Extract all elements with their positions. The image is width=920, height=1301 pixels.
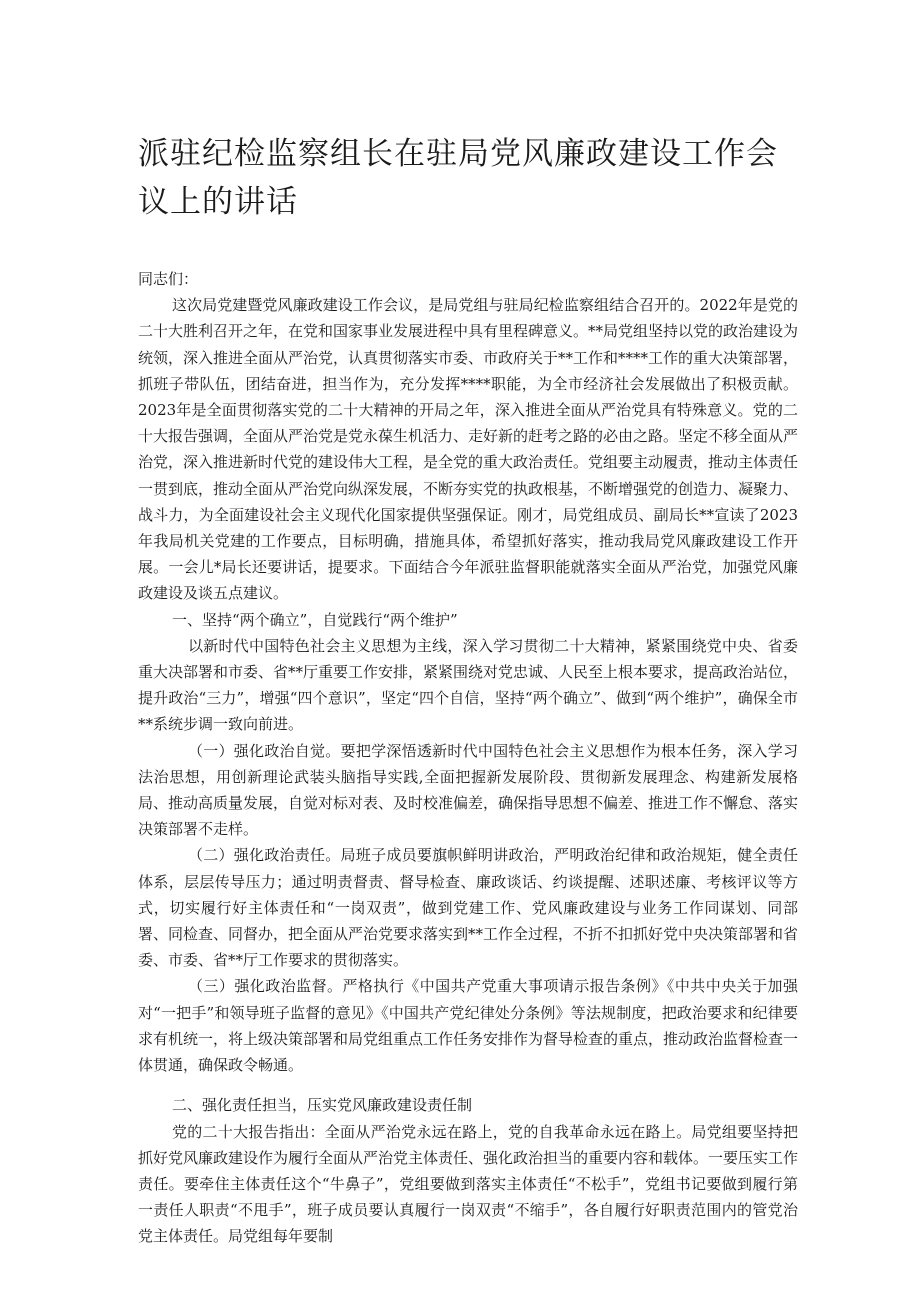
document-title: 派驻纪检监察组长在驻局党风廉政建设工作会议上的讲话 (138, 136, 778, 220)
section-1-item-3: （三）强化政治监督。严格执行《中国共产党重大事项请示报告条例》《中共中央关于加强对“一把手”和领导班子监督的意见》《中国共产党纪律处分条例》等法规制度，把政治要求和纪律要求有机统一，将上级决策部署和局党组重点工作任务安排作为督导检查的重点，推动政治监督检查一体贯通，确保政令畅通。 (138, 977, 799, 1075)
section-1-heading: 一、坚持“两个确立”，自觉践行“两个维护” (172, 610, 458, 629)
intro-paragraph: 这次局党建暨党风廉政建设工作会议，是局党组与驻局纪检监察组结合召开的。2022年是党的二十大胜利召开之年，在党和国家事业发展进程中具有里程碑意义。**局党组坚持以党的政治建设为统领，深入推进全面从严治党，认真贯彻落实市委、市政府关于**工作和****工作的重大决策部署，抓班子带队伍，团结奋进，担当作为，充分发挥****职能，为全市经济社会发展做出了积极贡献。2023年是全面贯彻落实党的二十大精神的开局之年，深入推进全面从严治党具有特殊意义。党的二十大报告强调，全面从严治党是党永葆生机活力、走好新的赶考之路的必由之路。坚定不移全面从严治党，深入推进新时代党的建设伟大工程，是全党的重大政治责任。党组要主动履责，推动主体责任一贯到底，推动全面从严治党向纵深发展，不断夯实党的执政根基，不断增强党的创造力、凝聚力、战斗力，为全面建设社会主义现代化国家提供坚强保证。刚才，局党组成员、副局长**宣读了2023年我局机关党建的工作要点，目标明确，措施具体，希望抓好落实，推动我局党风廉政建设工作开展。一会儿*局长还要讲话，提要求。下面结合今年派驻监督职能就落实全面从严治党，加强党风廉政建设及谈五点建议。 (138, 296, 799, 603)
document-body (138, 266, 798, 1250)
greeting: 同志们： (138, 270, 199, 288)
section-2-heading: 二、强化责任担当，压实党风廉政建设责任制 (172, 1096, 473, 1115)
section-1-item-2: （二）强化政治责任。局班子成员要旗帜鲜明讲政治，严明政治纪律和政治规矩，健全责任体系，层层传导压力；通过明责督责、督导检查、廉政谈话、约谈提醒、述职述廉、考核评议等方式，切实履行好主体责任和“一岗双责”，做到党建工作、党风廉政建设与业务工作同谋划、同部署、同检查、同督办，把全面从严治党要求落实到**工作全过程，不折不扣抓好党中央决策部署和省委、市委、省**厅工作要求的贯彻落实。 (138, 846, 799, 970)
section-1-lead: 以新时代中国特色社会主义思想为主线，深入学习贯彻二十大精神，紧紧围绕党中央、省委重大决部署和市委、省**厅重要工作安排，紧紧围绕对党忠诚、人民至上根本要求，提高政治站位，提升政治“三力”，增强“四个意识”，坚定“四个自信，坚持“两个确立”、做到“两个维护”，确保全市**系统步调一致向前进。 (138, 636, 799, 734)
section-2-lead: 党的二十大报告指出：全面从严治党永远在路上，党的自我革命永远在路上。局党组要坚持把抓好党风廉政建设作为履行全面从严治党主体责任、强化政治担当的重要内容和载体。一要压实工作责任。要牵住主体责任这个“牛鼻子”，党组要做到落实主体责任“不松手”，党组书记要做到履行第一责任人职责“不甩手”，班子成员要认真履行一岗双责“不缩手”，各自履行好职责范围内的管党治党主体责任。局党组每年要制 (138, 1122, 799, 1246)
section-1-item-1: （一）强化政治自觉。要把学深悟透新时代中国特色社会主义思想作为根本任务，深入学习法治思想，用创新理论武装头脑指导实践,全面把握新发展阶段、贯彻新发展理念、构建新发展格局、推动高质量发展，自觉对标对表、及时校准偏差，确保指导思想不偏差、推进工作不懈怠、落实决策部署不走样。 (138, 741, 799, 839)
